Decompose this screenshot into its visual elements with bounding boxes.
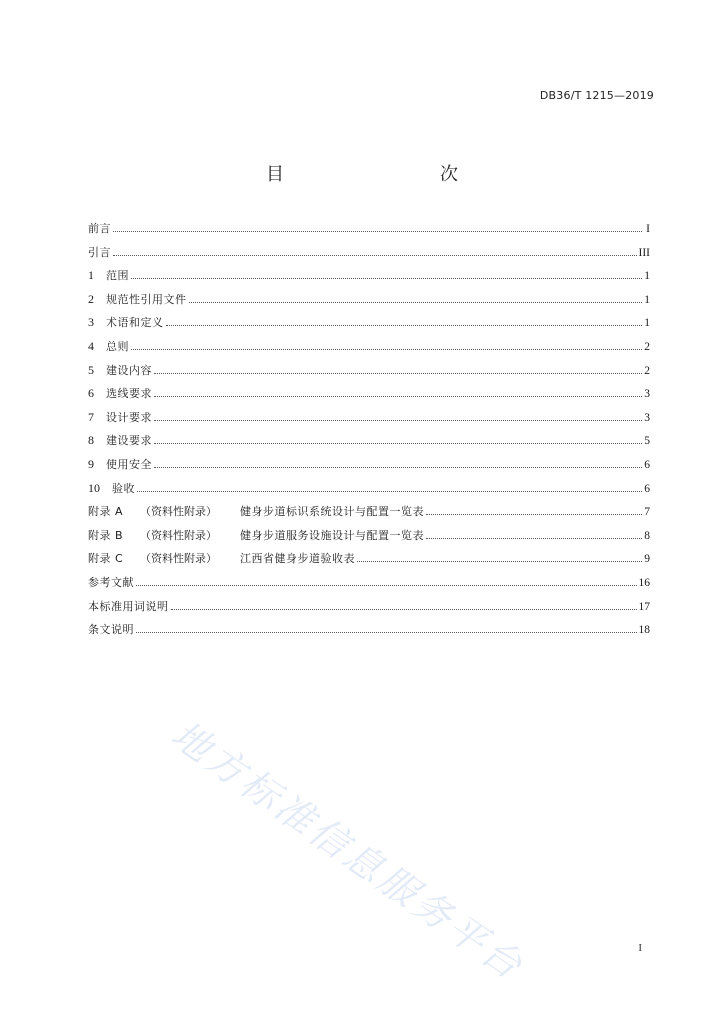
- toc-page-number: 2: [644, 364, 650, 377]
- toc-entry-clause-explanation[interactable]: [88, 621, 650, 645]
- toc-entry-references[interactable]: [88, 574, 650, 598]
- dot-leader: [113, 230, 642, 232]
- appendix-id: 附录 B: [88, 528, 124, 542]
- appendix-id: 附录 A: [88, 505, 124, 519]
- toc-page-number: 6: [644, 482, 650, 495]
- toc-entry-section-4[interactable]: [88, 338, 650, 362]
- dot-leader: [136, 584, 637, 586]
- toc-entry-section-8[interactable]: [88, 432, 650, 456]
- toc-entry-section-1[interactable]: [88, 267, 650, 291]
- toc-label: 健身步道标识系统设计与配置一览表: [240, 505, 424, 519]
- toc-page-number: III: [638, 246, 650, 259]
- toc-entry-section-7[interactable]: [88, 409, 650, 433]
- dot-leader: [154, 442, 642, 444]
- toc-label: 健身步道服务设施设计与配置一览表: [240, 528, 424, 542]
- appendix-type: （资料性附录）: [140, 552, 217, 566]
- page-number: I: [638, 942, 642, 954]
- toc-label: 引言: [88, 245, 111, 259]
- toc-section-number: 8: [88, 433, 94, 448]
- dot-leader: [154, 372, 642, 374]
- watermark: 地方标准信息服务平台: [163, 712, 533, 990]
- toc-section-number: 9: [88, 456, 94, 471]
- toc-label: 使用安全: [106, 457, 152, 471]
- toc-label: 规范性引用文件: [106, 292, 187, 306]
- toc-section-number: 2: [88, 291, 94, 306]
- toc-page-number: 18: [638, 624, 650, 637]
- appendix-id: 附录 C: [88, 552, 124, 566]
- toc-section-number: 10: [88, 480, 100, 495]
- appendix-type: （资料性附录）: [140, 528, 217, 542]
- dot-leader: [154, 466, 642, 468]
- toc-entry-appendix-b[interactable]: [88, 527, 650, 551]
- toc-label: 条文说明: [88, 623, 134, 637]
- toc-label: 本标准用词说明: [88, 599, 169, 613]
- dot-leader: [154, 395, 642, 397]
- dot-leader: [136, 631, 637, 633]
- toc-section-number: 6: [88, 386, 94, 401]
- toc-entry-section-9[interactable]: [88, 456, 650, 480]
- dot-leader: [131, 277, 642, 279]
- dot-leader: [426, 537, 642, 539]
- dot-leader: [154, 419, 642, 421]
- toc-page-number: 16: [638, 576, 650, 589]
- toc-label: 参考文献: [88, 575, 134, 589]
- toc-section-number: 3: [88, 315, 94, 330]
- toc-entry-section-3[interactable]: [88, 314, 650, 338]
- toc-label: 设计要求: [106, 410, 152, 424]
- toc-label: 江西省健身步道验收表: [240, 552, 355, 566]
- dot-leader: [171, 608, 637, 610]
- toc-page-number: 17: [638, 600, 650, 613]
- toc-page-number: 6: [644, 458, 650, 471]
- toc-entry-foreword[interactable]: [88, 220, 650, 244]
- toc-label: 建设要求: [106, 434, 152, 448]
- page-title: 目 次: [266, 164, 498, 185]
- toc-section-number: 7: [88, 409, 94, 424]
- toc-label: 验收: [112, 481, 135, 495]
- toc-entry-section-10[interactable]: [88, 480, 650, 504]
- toc-page-number: 3: [644, 411, 650, 424]
- toc-page-number: 1: [644, 317, 650, 330]
- toc-page-number: I: [646, 223, 650, 235]
- toc-label: 选线要求: [106, 387, 152, 401]
- toc-label: 范围: [106, 269, 129, 283]
- dot-leader: [426, 513, 642, 515]
- table-of-contents: [88, 220, 650, 645]
- toc-label: 总则: [106, 339, 129, 353]
- toc-entry-section-2[interactable]: [88, 291, 650, 315]
- dot-leader: [357, 560, 642, 562]
- toc-section-number: 1: [88, 268, 94, 283]
- toc-page-number: 1: [644, 270, 650, 283]
- toc-label: 建设内容: [106, 363, 152, 377]
- dot-leader: [166, 324, 643, 326]
- toc-page-number: 1: [644, 293, 650, 306]
- toc-entry-appendix-a[interactable]: [88, 503, 650, 527]
- toc-label: 前言: [88, 222, 111, 235]
- toc-page-number: 2: [644, 340, 650, 353]
- dot-leader: [113, 254, 637, 256]
- appendix-type: （资料性附录）: [140, 505, 217, 519]
- dot-leader: [189, 301, 643, 303]
- toc-entry-appendix-c[interactable]: [88, 550, 650, 574]
- toc-section-number: 4: [88, 338, 94, 353]
- toc-label: 术语和定义: [106, 316, 164, 330]
- toc-page-number: 8: [644, 529, 650, 542]
- toc-entry-introduction[interactable]: [88, 244, 650, 268]
- toc-page-number: 9: [644, 553, 650, 566]
- standard-code: DB36/T 1215—2019: [539, 89, 654, 102]
- toc-entry-section-6[interactable]: [88, 385, 650, 409]
- toc-section-number: 5: [88, 362, 94, 377]
- toc-page-number: 5: [644, 435, 650, 448]
- toc-page-number: 7: [644, 506, 650, 519]
- toc-entry-wording-explanation[interactable]: [88, 598, 650, 622]
- dot-leader: [131, 348, 642, 350]
- toc-page-number: 3: [644, 388, 650, 401]
- toc-entry-section-5[interactable]: [88, 362, 650, 386]
- dot-leader: [137, 490, 642, 492]
